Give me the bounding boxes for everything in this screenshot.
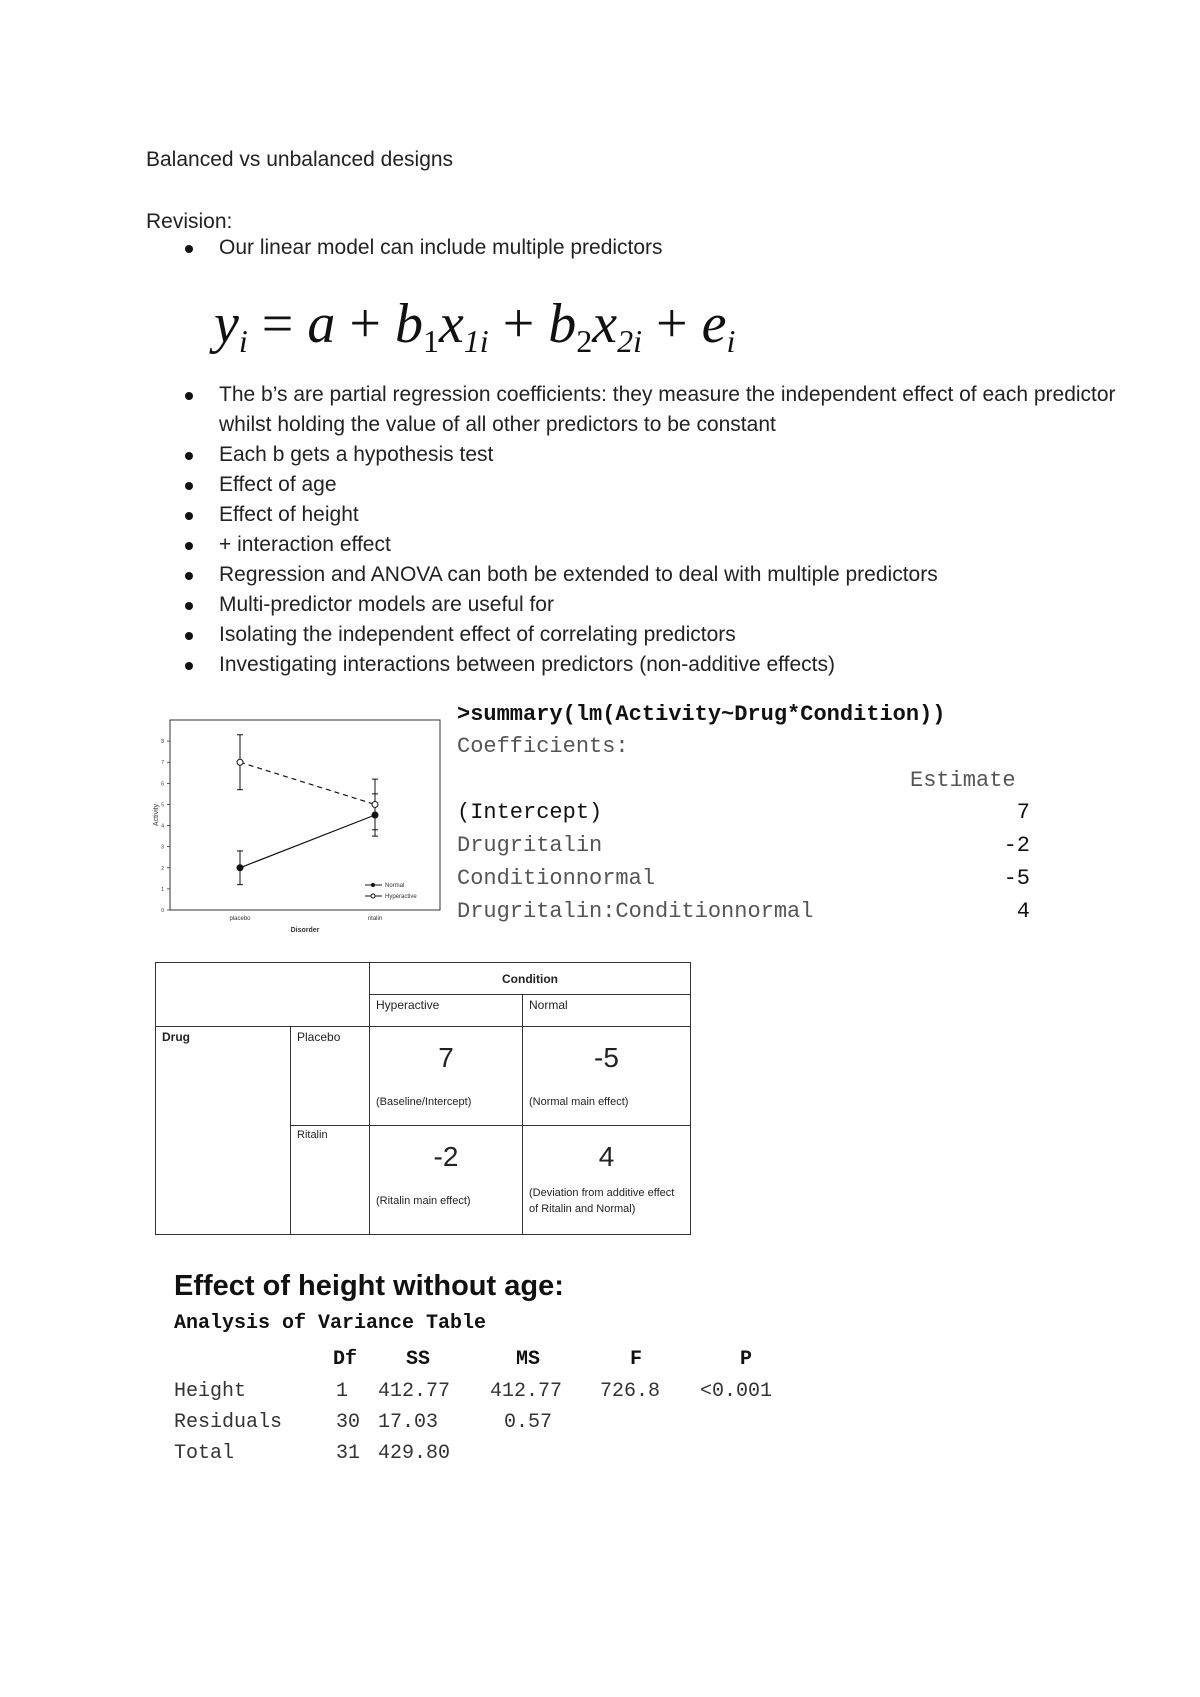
- list-item: Multi-predictor models are useful for: [146, 590, 1146, 620]
- cell-note: (Baseline/Intercept): [376, 1096, 472, 1108]
- y-tick-label: 4: [161, 823, 164, 830]
- anova-header-f: F: [630, 1348, 643, 1371]
- drug-row-header: Drug: [156, 1027, 291, 1235]
- anova-cell: 429.80: [378, 1442, 451, 1465]
- row-header-placebo: Placebo: [291, 1027, 370, 1126]
- column-header-hyperactive: Hyperactive: [370, 995, 523, 1027]
- list-item: Our linear model can include multiple predictors: [146, 233, 1146, 263]
- y-tick-label: 8: [161, 739, 164, 746]
- list-item: Regression and ANOVA can both be extended to deal with multiple predictors: [146, 560, 1146, 590]
- cell-value: 7: [438, 1042, 454, 1073]
- y-tick-label: 6: [161, 781, 164, 788]
- x-axis-label: Disorder: [290, 927, 320, 934]
- condition-header: Condition: [370, 963, 691, 995]
- anova-cell: 1: [336, 1380, 349, 1403]
- legend-label: Normal: [385, 883, 405, 889]
- bullet-list-top: [146, 233, 1146, 263]
- coef-name: Drugritalin:Conditionnormal: [457, 899, 814, 924]
- list-item: The b’s are partial regression coefficients: they measure the independent effect of each predictor whilst holding the value of all other predictors to be constant: [146, 380, 1146, 440]
- anova-row-name: Total: [174, 1442, 235, 1465]
- table-cell: [523, 1126, 691, 1235]
- anova-cell: 726.8: [600, 1380, 661, 1403]
- list-item: Effect of age: [146, 470, 1146, 500]
- page-title: Balanced vs unbalanced designs: [146, 148, 454, 171]
- anova-cell: 31: [336, 1442, 361, 1465]
- cell-value: -5: [594, 1042, 619, 1073]
- table-cell: [523, 1027, 691, 1126]
- revision-label: Revision:: [146, 210, 233, 233]
- anova-header-p: P: [740, 1348, 753, 1371]
- y-tick-label: 1: [161, 886, 164, 893]
- anova-cell: 412.77: [378, 1380, 451, 1403]
- bullet-list-main: [146, 380, 1146, 680]
- list-item: Isolating the independent effect of correlating predictors: [146, 620, 1146, 650]
- coef-name: (Intercept): [457, 800, 603, 825]
- row-header-ritalin: Ritalin: [291, 1126, 370, 1235]
- anova-cell: 30: [336, 1411, 361, 1434]
- condition-table: [155, 962, 691, 1235]
- y-axis-ticks: [161, 739, 170, 914]
- list-item: Effect of height: [146, 500, 1146, 530]
- list-item: Investigating interactions between predictors (non-additive effects): [146, 650, 1146, 680]
- cell-value: -2: [433, 1141, 459, 1173]
- coef-value: -5: [1003, 866, 1030, 891]
- table-corner: [156, 963, 370, 1027]
- anova-cell: 412.77: [490, 1380, 563, 1403]
- cell-note: (Ritalin main effect): [376, 1195, 471, 1208]
- cell-note: (Deviation from additive effect of Ritalin and Normal): [529, 1187, 675, 1216]
- coef-value: 4: [1016, 899, 1030, 924]
- anova-cell: 17.03: [378, 1411, 439, 1434]
- estimate-header: Estimate: [910, 768, 1016, 793]
- y-axis-label: Activity: [153, 803, 160, 827]
- legend-label: Hyperactive: [385, 894, 417, 900]
- table-cell: [370, 1126, 523, 1235]
- anova-title: Effect of height without age:: [174, 1270, 564, 1302]
- anova-subtitle: Analysis of Variance Table: [174, 1312, 487, 1335]
- r-command: >summary(lm(Activity~Drug*Condition)): [457, 702, 946, 727]
- anova-row-name: Residuals: [174, 1411, 283, 1434]
- regression-formula: $y_i = a + b_1x_{1i} + b_2x_{2i} + e_i$: [214, 293, 736, 359]
- interaction-plot: [150, 710, 450, 945]
- legend-marker-hyperactive: [371, 894, 375, 898]
- data-point-hyperactive: [237, 759, 243, 765]
- plot-frame: [170, 720, 440, 910]
- coefficients-label: Coefficients:: [457, 734, 629, 759]
- coef-name: Conditionnormal: [457, 866, 656, 891]
- anova-header-ss: SS: [406, 1348, 431, 1371]
- x-tick-label: placebo: [229, 916, 251, 922]
- column-header-normal: Normal: [523, 995, 691, 1027]
- list-item: Each b gets a hypothesis test: [146, 440, 1146, 470]
- list-item: + interaction effect: [146, 530, 1146, 560]
- data-point-normal: [237, 865, 243, 871]
- y-tick-label: 0: [161, 908, 164, 914]
- coef-value: -2: [1003, 833, 1030, 858]
- y-tick-label: 5: [161, 802, 164, 809]
- anova-header-ms: MS: [516, 1348, 541, 1371]
- y-tick-label: 3: [161, 844, 164, 851]
- anova-cell: <0.001: [700, 1380, 773, 1403]
- anova-row-name: Height: [174, 1380, 247, 1403]
- table-cell: [370, 1027, 523, 1126]
- x-tick-label: ritalin: [367, 916, 383, 922]
- cell-note: (Normal main effect): [529, 1096, 629, 1108]
- legend-marker-normal: [371, 883, 375, 887]
- coef-name: Drugritalin: [457, 833, 603, 858]
- y-tick-label: 7: [161, 760, 164, 767]
- cell-value: 4: [598, 1141, 615, 1173]
- y-tick-label: 2: [161, 865, 164, 872]
- anova-header-df: Df: [333, 1348, 358, 1371]
- anova-cell: 0.57: [504, 1411, 553, 1434]
- data-point-hyperactive: [372, 801, 378, 807]
- coef-value: 7: [1016, 800, 1030, 825]
